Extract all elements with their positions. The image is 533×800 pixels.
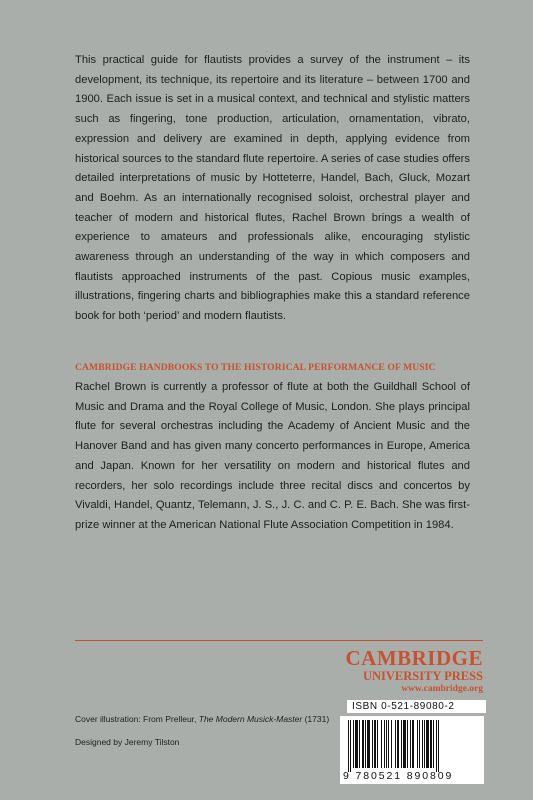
barcode-digits: 9 780521 890809 [343,770,454,782]
barcode [340,716,484,784]
publisher-url: www.cambridge.org [401,683,483,694]
cover-credit-suffix: (1731) [302,714,330,724]
author-biography: Rachel Brown is currently a professor of flute at both the Guildhall School of Music and Drama and the Royal College of Music, London. She plays principal flute for several orchestras including the Academy of Ancient Music and the Hanover Band and has given many concerto performances in Europe, America and Japan. Known for her versatility on modern and historical flutes and recorders, her solo recordings include three recital discs and concertos by Vivaldi, Handel, Quantz, Telemann, J. S., J. C. and C. P. E. Bach. She was first-prize winner at the American National Flute Association Competition in 1984. [75,381,470,531]
series-title: CAMBRIDGE HANDBOOKS TO THE HISTORICAL PERFORMANCE OF MUSIC [75,362,436,373]
designer-credit: Designed by Jeremy Tilston [75,737,180,747]
publisher-subtitle: UNIVERSITY PRESS [362,669,483,683]
barcode-bars [340,716,484,772]
cover-illustration-credit [75,714,329,724]
book-description: This practical guide for flautists provides a survey of the instrument – its development, its technique, its repertoire and its literature – between 1700 and 1900. Each issue is set in a musical context, and technical and stylistic matters such as fingering, tone production, articulation, ornamentation, vibrato, expression and delivery are examined in depth, applying evidence from historical sources to the standard flute repertoire. A series of case studies offers detailed interpretations of music by Hotteterre, Handel, Bach, Gluck, Mozart and Boehm. As an internationally recognised soloist, orchestral player and teacher of modern and historical flutes, Rachel Brown brings a wealth of experience to amateurs and professionals alike, encouraging stylistic awareness through an understanding of the way in which composers and flautists approached instruments of the past. Copious music examples, illustrations, fingering charts and bibliographies make this a standard reference book for both ‘period’ and modern flautists. [75,54,470,323]
isbn-label: ISBN 0-521-89080-2 [347,700,486,713]
cover-credit-prefix: Cover illustration: From Prelleur, [75,714,199,724]
publisher-logo [345,648,483,694]
divider-rule [75,640,483,641]
cover-credit-title: The Modern Musick-Master [198,714,303,724]
publisher-name: CAMBRIDGE [345,646,483,670]
